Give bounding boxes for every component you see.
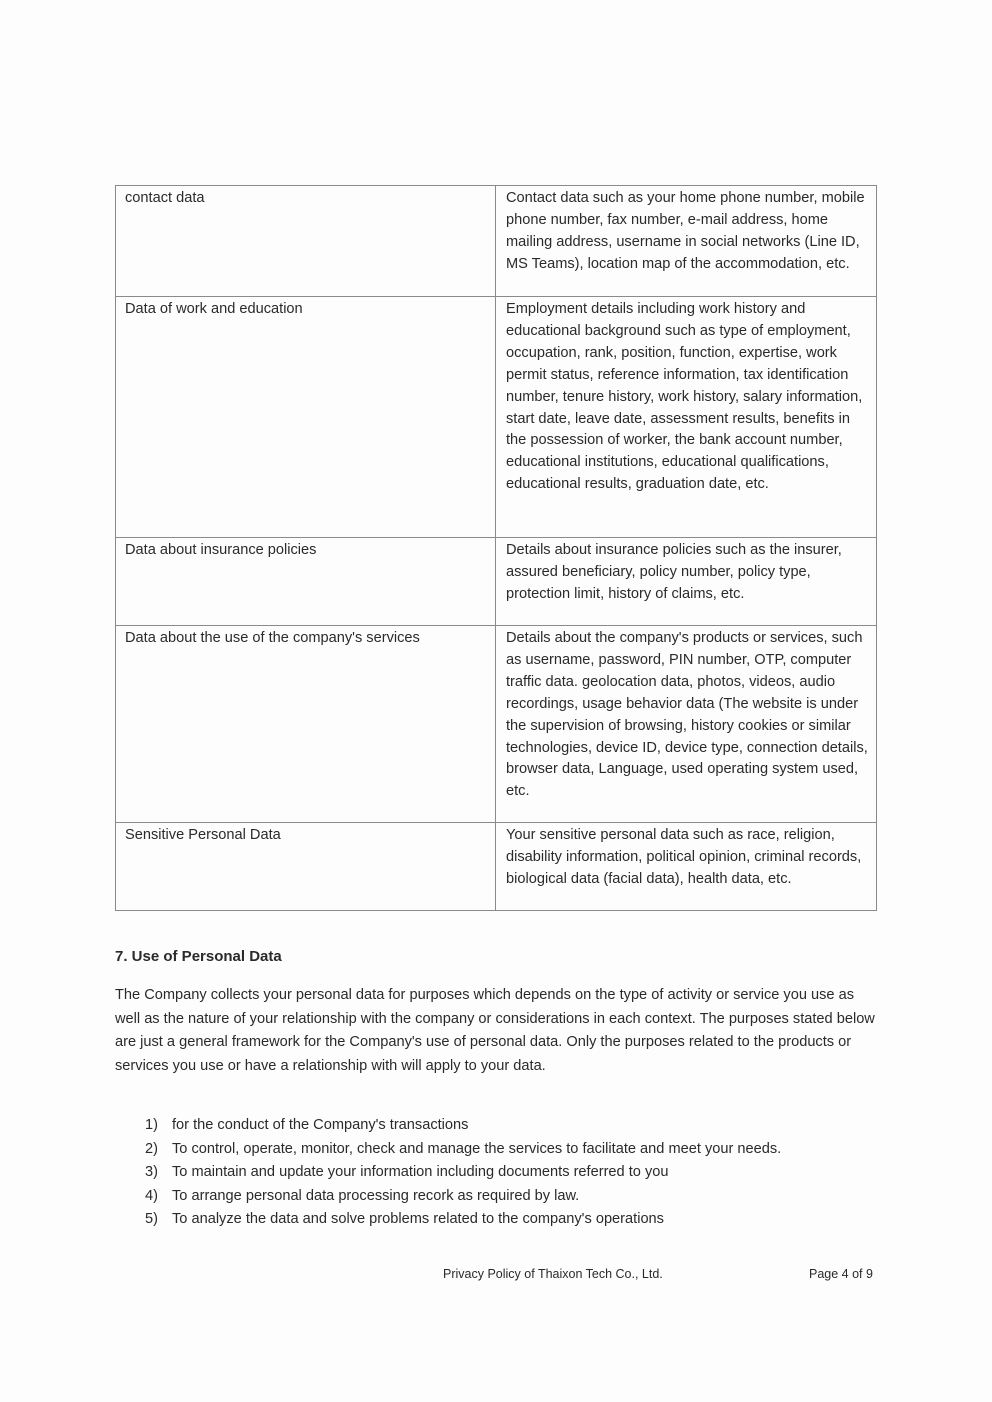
list-item-text: To control, operate, monitor, check and manage the services to facilitate and meet your needs. <box>172 1140 782 1157</box>
data-detail-cell: Details about the company's products or services, such as username, password, PIN number, OTP, computer traffic data. geolocation data, photos, videos, audio recordings, usage behavior data (The website is under the supervision of browsing, history cookies or similar technologies, device ID, device type, connection details, browser data, Language, used operating system used, etc. <box>496 626 877 823</box>
data-detail-cell: Employment details including work history and educational background such as type of employment, occupation, rank, position, function, expertise, work permit status, reference information, tax identification number, tenure history, work history, salary information, start date, leave date, assessment results, benefits in the possession of worker, the bank account number, educational institutions, educational qualifications, educational results, graduation date, etc. <box>496 297 877 538</box>
section-paragraph: The Company collects your personal data for purposes which depends on the type of activity or service you use as well as the nature of your relationship with the company or considerations in each context. The purposes stated below are just a general framework for the Company's use of personal data. Only the purposes related to the products or services you use or have a relationship with will apply to your data. <box>115 987 875 1074</box>
list-item-number: 1) <box>145 1117 158 1133</box>
list-item-text: To arrange personal data processing recork as required by law. <box>172 1187 580 1204</box>
footer-page-number: Page 4 of 9 <box>809 1267 873 1281</box>
data-detail-cell: Your sensitive personal data such as race, religion, disability information, political opinion, criminal records, biological data (facial data), health data, etc. <box>496 823 877 911</box>
personal-data-table <box>115 185 877 911</box>
list-item-number: 2) <box>145 1140 158 1157</box>
purpose-list <box>145 1114 885 1232</box>
data-type-cell: Data about insurance policies <box>116 538 496 626</box>
list-item-number: 3) <box>145 1164 158 1180</box>
list-item <box>145 1208 885 1232</box>
table-row <box>116 186 877 297</box>
table-row <box>116 626 877 823</box>
list-item-text: for the conduct of the Company's transactions <box>172 1117 469 1133</box>
list-item-number: 4) <box>145 1187 158 1204</box>
list-item <box>145 1138 885 1162</box>
data-type-cell: Sensitive Personal Data <box>116 823 496 911</box>
table-row <box>116 297 877 538</box>
footer-title: Privacy Policy of Thaixon Tech Co., Ltd. <box>443 1267 663 1281</box>
table-row <box>116 823 877 911</box>
table-row <box>116 538 877 626</box>
section-heading: 7. Use of Personal Data <box>115 948 282 965</box>
data-type-cell: contact data <box>116 186 496 297</box>
list-item-text: To analyze the data and solve problems related to the company's operations <box>172 1211 664 1227</box>
list-item-number: 5) <box>145 1211 158 1227</box>
list-item <box>145 1114 885 1138</box>
data-detail-cell: Contact data such as your home phone number, mobile phone number, fax number, e-mail address, home mailing address, username in social networks (Line ID, MS Teams), location map of the accommodation, etc. <box>496 186 877 297</box>
list-item <box>145 1161 885 1185</box>
data-detail-cell: Details about insurance policies such as the insurer, assured beneficiary, policy number, policy type, protection limit, history of claims, etc. <box>496 538 877 626</box>
list-item-text: To maintain and update your information including documents referred to you <box>172 1164 669 1180</box>
data-type-cell: Data of work and education <box>116 297 496 538</box>
list-item <box>145 1185 885 1209</box>
data-type-cell: Data about the use of the company's services <box>116 626 496 823</box>
